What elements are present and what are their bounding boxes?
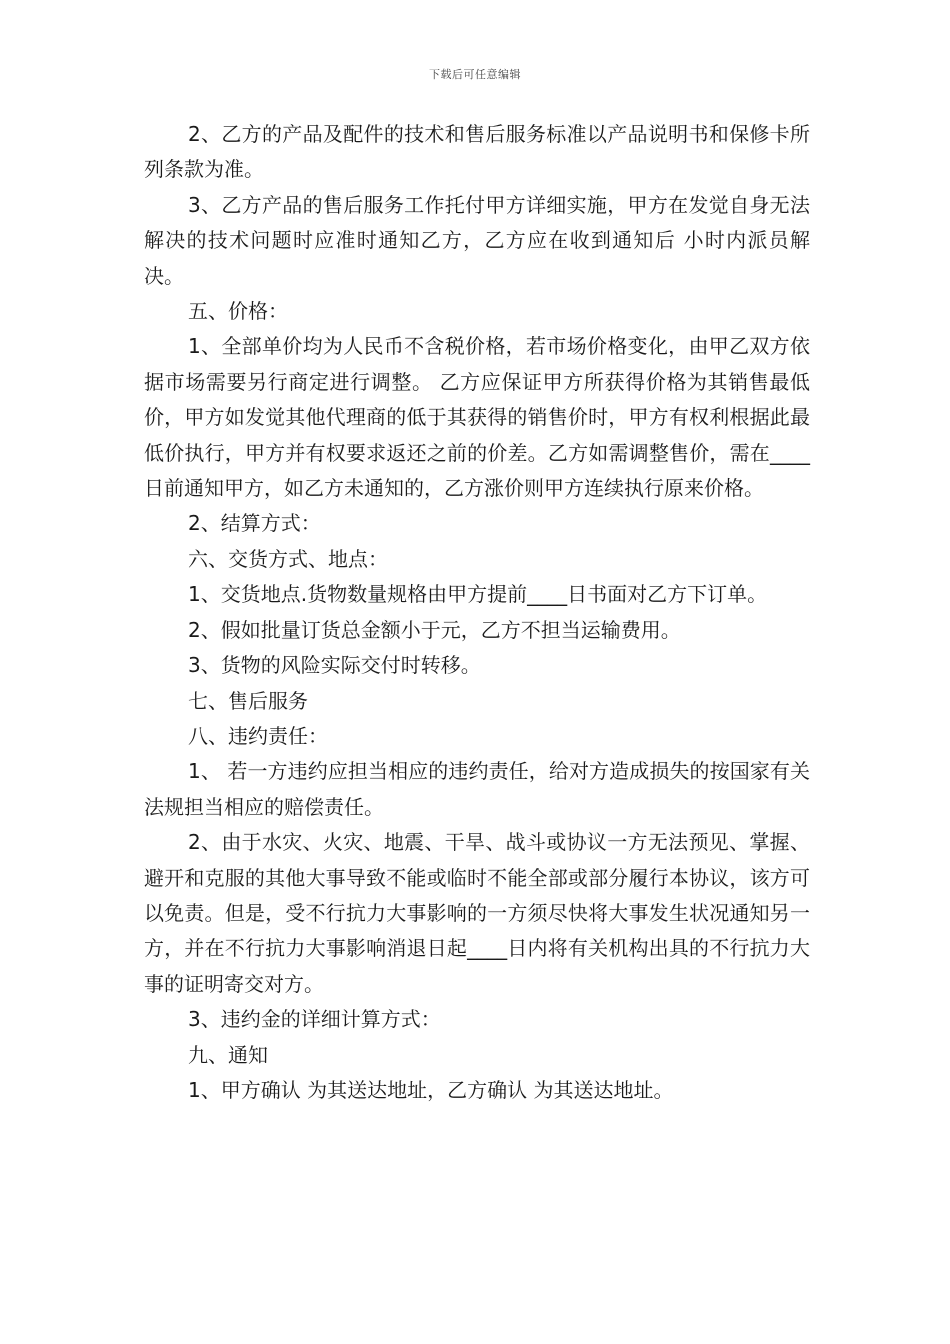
paragraph: 1、全部单价均为人民币不含税价格，若市场价格变化，由甲乙双方依据市场需要另行商定进行调整。 乙方应保证甲方所获得价格为其销售最低价，甲方如发觉其他代理商的低于其获得的销售价时，甲方有权利根据此最低价执行，甲方并有权要求返还之前的价差。乙方如需调整售价，需在____日前通知甲方，如乙方未通知的，乙方涨价则甲方连续执行原来价格。 — [144, 334, 810, 501]
paragraph: 2、结算方式： — [188, 511, 321, 536]
paragraph: 2、由于水灾、火灾、地震、干旱、战斗或协议一方无法预见、掌握、避开和克服的其他大事导致不能或临时不能全部或部分履行本协议，该方可以免责。但是，受不行抗力大事影响的一方须尽快将大事发生状况通知另一方，并在不行抗力大事影响消退日起____日内将有关机构出具的不行抗力大事的证明寄交对方。 — [144, 830, 810, 996]
paragraph: 3、货物的风险实际交付时转移。 — [188, 653, 481, 678]
section-heading: 九、通知 — [188, 1042, 268, 1067]
paragraph: 2、假如批量订货总金额小于元，乙方不担当运输费用。 — [188, 617, 681, 642]
paragraph: 2、乙方的产品及配件的技术和售后服务标准以产品说明书和保修卡所列条款为准。 — [144, 122, 810, 182]
section-heading: 五、价格： — [188, 299, 288, 324]
paragraph: 1、交货地点.货物数量规格由甲方提前____日书面对乙方下订单。 — [188, 582, 768, 607]
paragraph: 1、甲方确认 为其送达地址，乙方确认 为其送达地址。 — [188, 1077, 674, 1102]
paragraph: 3、违约金的详细计算方式： — [188, 1007, 441, 1032]
section-heading: 七、售后服务 — [188, 688, 308, 713]
section-heading: 六、交货方式、地点： — [188, 546, 388, 571]
paragraph: 3、乙方产品的售后服务工作托付甲方详细实施，甲方在发觉自身无法解决的技术问题时应准时通知乙方，乙方应在收到通知后 小时内派员解决。 — [144, 192, 810, 288]
document-body — [144, 117, 810, 1108]
page-header: 下载后可任意编辑 — [429, 68, 521, 81]
paragraph: 1、 若一方违约应担当相应的违约责任，给对方造成损失的按国家有关法规担当相应的赔偿责任。 — [144, 759, 810, 819]
section-heading: 八、违约责任： — [188, 723, 328, 748]
